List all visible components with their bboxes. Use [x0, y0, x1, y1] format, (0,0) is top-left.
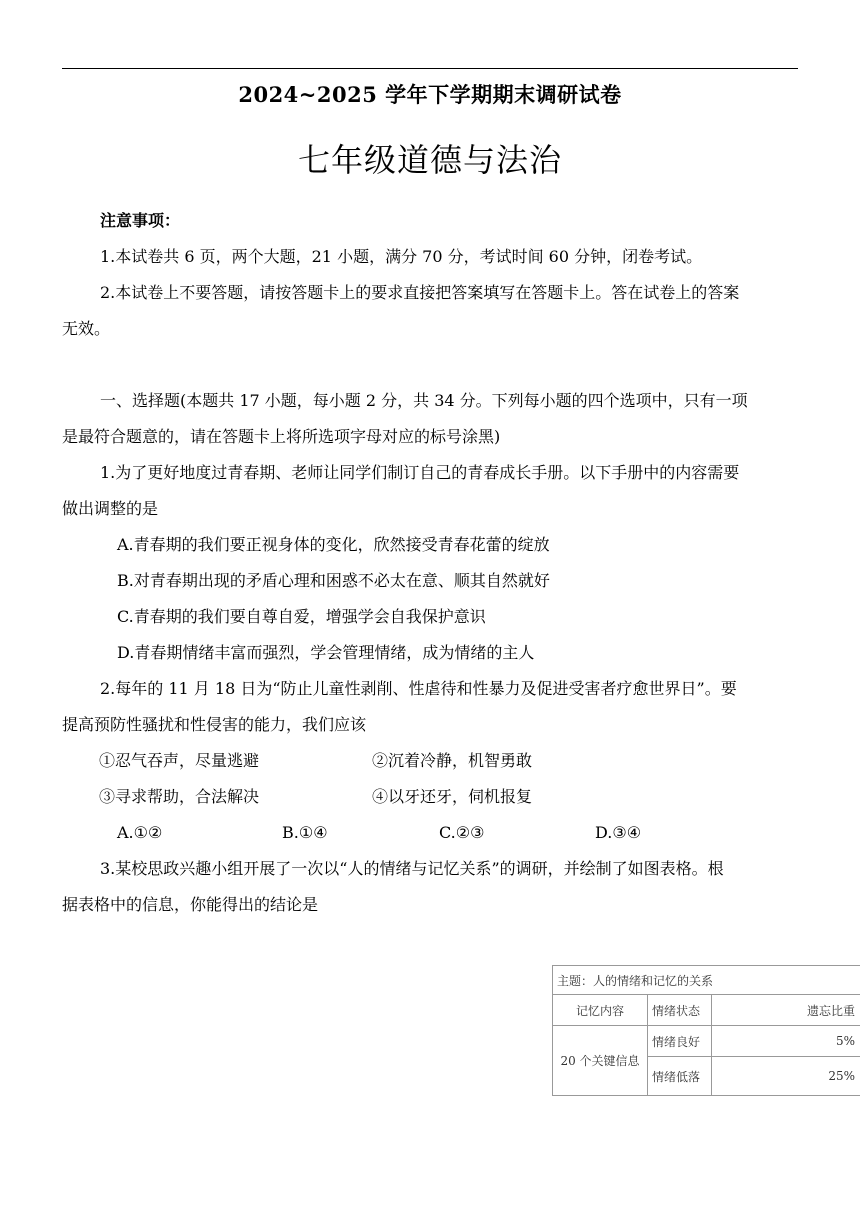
q1-option-d: D.青春期情绪丰富而强烈，学会管理情绪，成为情绪的主人 [117, 643, 535, 662]
notice-item-2-line2: 无效。 [62, 319, 111, 338]
header-cell-ratio: 遗忘比重 [712, 995, 860, 1026]
q2-statement-4: ④以牙还牙，伺机报复 [372, 787, 533, 806]
state-cell: 情绪低落 [648, 1057, 712, 1096]
q2-option-b: B.①④ [282, 823, 328, 842]
q2-option-d: D.③④ [595, 823, 642, 842]
table-caption: 主题：人的情绪和记忆的关系 [553, 966, 860, 995]
state-cell: 情绪良好 [648, 1026, 712, 1057]
q3-stem-line2: 据表格中的信息，你能得出的结论是 [62, 895, 319, 914]
table-row [553, 1026, 860, 1057]
emotion-memory-table [552, 965, 860, 1096]
q1-stem-line2: 做出调整的是 [62, 499, 159, 518]
notice-item-1: 1.本试卷共 6 页，两个大题，21 小题，满分 70 分，考试时间 60 分钟，闭卷考试。 [100, 247, 703, 266]
notice-heading: 注意事项： [100, 211, 181, 230]
q1-option-c: C.青春期的我们要自尊自爱，增强学会自我保护意识 [117, 607, 486, 626]
table-caption-row [553, 966, 860, 995]
header-rule [62, 68, 798, 69]
table-header-row [553, 995, 860, 1026]
section1-intro-line2: 是最符合题意的，请在答题卡上将所选项字母对应的标号涂黑) [62, 427, 501, 446]
q3-stem-line1: 3.某校思政兴趣小组开展了一次以“人的情绪与记忆关系”的调研，并绘制了如图表格。根 [100, 859, 724, 878]
q2-statement-1: ①忍气吞声，尽量逃避 [99, 751, 260, 770]
ratio-cell: 5% [712, 1026, 860, 1057]
content-cell: 20 个关键信息 [553, 1026, 648, 1096]
q2-option-c: C.②③ [439, 823, 485, 842]
q1-stem-line1: 1.为了更好地度过青春期、老师让同学们制订自己的青春成长手册。以下手册中的内容需要 [100, 463, 740, 482]
q2-stem-line2: 提高预防性骚扰和性侵害的能力，我们应该 [62, 715, 367, 734]
q2-statement-3: ③寻求帮助，合法解决 [99, 787, 260, 806]
section1-intro-line1: 一、选择题(本题共 17 小题，每小题 2 分，共 34 分。下列每小题的四个选项中，只有一项 [100, 391, 748, 410]
header-cell-content: 记忆内容 [553, 995, 648, 1026]
exam-title: 2024~2025 学年下学期期末调研试卷 [238, 82, 622, 107]
q2-stem-line1: 2.每年的 11 月 18 日为“防止儿童性剥削、性虐待和性暴力及促进受害者疗愈世界日”。要 [100, 679, 737, 698]
notice-item-2-line1: 2.本试卷上不要答题，请按答题卡上的要求直接把答案填写在答题卡上。答在试卷上的答案 [100, 283, 740, 302]
ratio-cell: 25% [712, 1057, 860, 1096]
q2-statement-2: ②沉着冷静，机智勇敢 [372, 751, 533, 770]
q1-option-b: B.对青春期出现的矛盾心理和困惑不必太在意、顺其自然就好 [117, 571, 550, 590]
header-cell-state: 情绪状态 [648, 995, 712, 1026]
q2-option-a: A.①② [117, 823, 163, 842]
q1-option-a: A.青春期的我们要正视身体的变化，欣然接受青春花蕾的绽放 [117, 535, 550, 554]
subject-title: 七年级道德与法治 [297, 141, 562, 179]
